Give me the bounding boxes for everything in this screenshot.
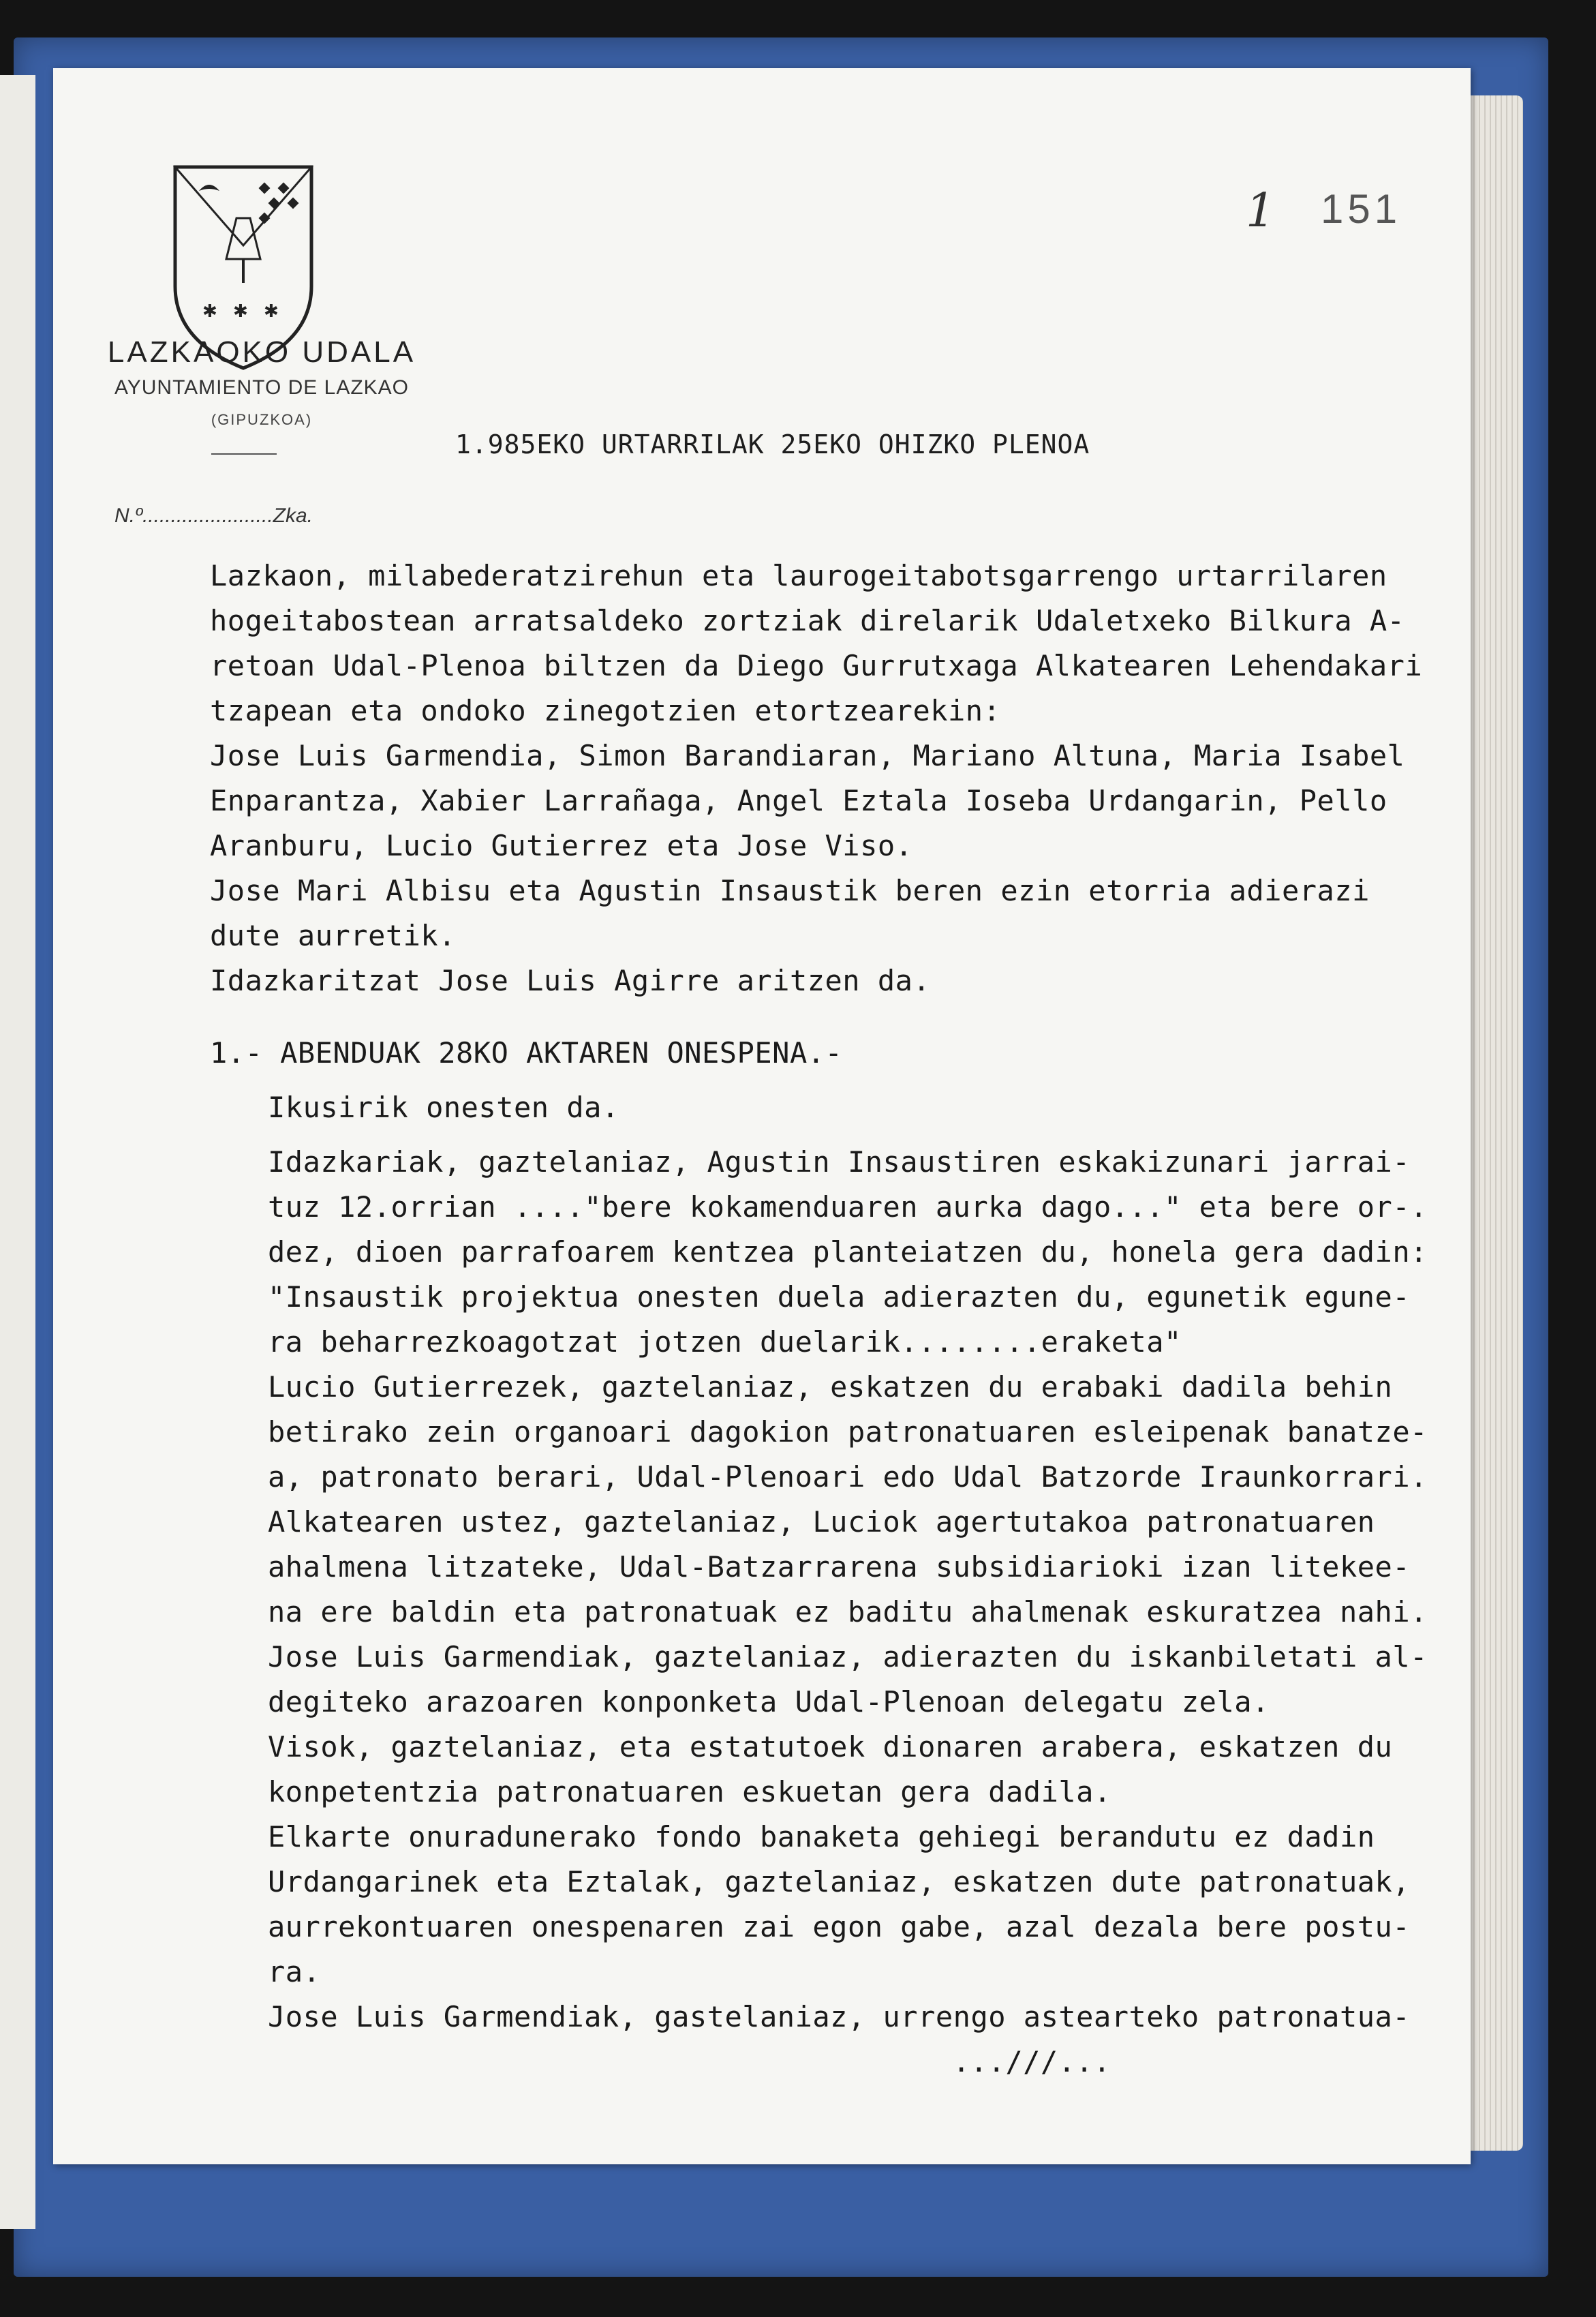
text-line: Alkatearen ustez, gaztelaniaz, Luciok agertutakoa patronatuaren [268,1505,1375,1539]
document-title: 1.985EKO URTARRILAK 25EKO OHIZKO PLENOA [455,429,1090,459]
text-line: konpetentzia patronatuaren eskuetan gera dadila. [268,1775,1111,1808]
page-number: 151 [1321,186,1402,232]
number-field-label: N.º.......................Zka. [114,504,313,527]
text-line: ra. [268,1955,321,1988]
text-line: Jose Luis Garmendiak, gaztelaniaz, adierazten du iskanbiletati al- [268,1640,1428,1674]
handwritten-mark: 1 [1246,184,1276,238]
text-line: Jose Mari Albisu eta Agustin Insaustik beren ezin etorria adierazi [210,874,1370,907]
text-line: Idazkariak, gaztelaniaz, Agustin Insaustiren eskakizunari jarrai- [268,1145,1411,1179]
org-name: LAZKAOKO UDALA [107,335,416,369]
text-line: Urdangarinek eta Eztalak, gaztelaniaz, eskatzen dute patronatuak, [268,1865,1411,1898]
left-page-edge [0,75,35,2229]
text-line: degiteko arazoaren konponketa Udal-Plenoan delegatu zela. [268,1685,1270,1718]
text-line: Lucio Gutierrezek, gaztelaniaz, eskatzen du erabaki dadila behin [268,1370,1393,1404]
text-line: dez, dioen parrafoarem kentzea planteiatzen du, honela gera dadin: [268,1235,1428,1269]
text-line: tuz 12.orrian ...."bere kokamenduaren aurka dago..." eta bere or-. [268,1190,1428,1224]
text-line: Aranburu, Lucio Gutierrez eta Jose Viso. [210,829,913,862]
text-line: Lazkaon, milabederatzirehun eta laurogeitabotsgarrengo urtarrilaren [210,559,1387,592]
text-line: a, patronato berari, Udal-Plenoari edo Udal Batzorde Iraunkorrari. [268,1460,1428,1494]
section-heading: 1.- ABENDUAK 28KO AKTAREN ONESPENA.- [210,1036,843,1070]
text-line: hogeitabostean arratsaldeko zortziak direlarik Udaletxeko Bilkura A- [210,604,1405,637]
continuation-mark: ...///... [953,2045,1111,2078]
text-line: retoan Udal-Plenoa biltzen da Diego Gurrutxaga Alkatearen Lehendakari [210,649,1423,682]
svg-text:✱: ✱ [233,301,248,322]
text-line: "Insaustik projektua onesten duela adierazten du, egunetik egune- [268,1280,1411,1314]
text-line: Visok, gaztelaniaz, eta estatutoek dionaren arabera, eskatzen du [268,1730,1393,1763]
text-line: ahalmena litzateke, Udal-Batzarrarena subsidiarioki izan litekee- [268,1550,1411,1584]
text-line: Jose Luis Garmendia, Simon Barandiaran, Mariano Altuna, Maria Isabel [210,739,1405,772]
text-line: tzapean eta ondoko zinegotzien etortzearekin: [210,694,1001,727]
org-divider [211,453,277,455]
text-line: Jose Luis Garmendiak, gastelaniaz, urrengo astearteko patronatua- [268,2000,1411,2033]
text-line: aurrekontuaren onespenaren zai egon gabe, azal dezala bere postu- [268,1910,1411,1943]
text-line: na ere baldin eta patronatuak ez baditu ahalmenak eskuratzea nahi. [268,1595,1428,1629]
document-page [53,68,1471,2164]
text-line: dute aurretik. [210,919,457,952]
text-line: betirako zein organoari dagokion patronatuaren esleipenak banatze- [268,1415,1428,1449]
org-subtitle: AYUNTAMIENTO DE LAZKAO [114,376,410,399]
svg-text:✱: ✱ [202,301,217,322]
text-line: Enparantza, Xabier Larrañaga, Angel Eztala Ioseba Urdangarin, Pello [210,784,1387,817]
text-line: Idazkaritzat Jose Luis Agirre aritzen da. [210,964,931,997]
org-region: (GIPUZKOA) [211,411,313,428]
text-line: Ikusirik onesten da. [268,1091,619,1124]
svg-text:✱: ✱ [264,301,279,322]
text-line: ra beharrezkoagotzat jotzen duelarik........eraketa" [268,1325,1182,1359]
text-line: Elkarte onuradunerako fondo banaketa gehiegi berandutu ez dadin [268,1820,1375,1853]
